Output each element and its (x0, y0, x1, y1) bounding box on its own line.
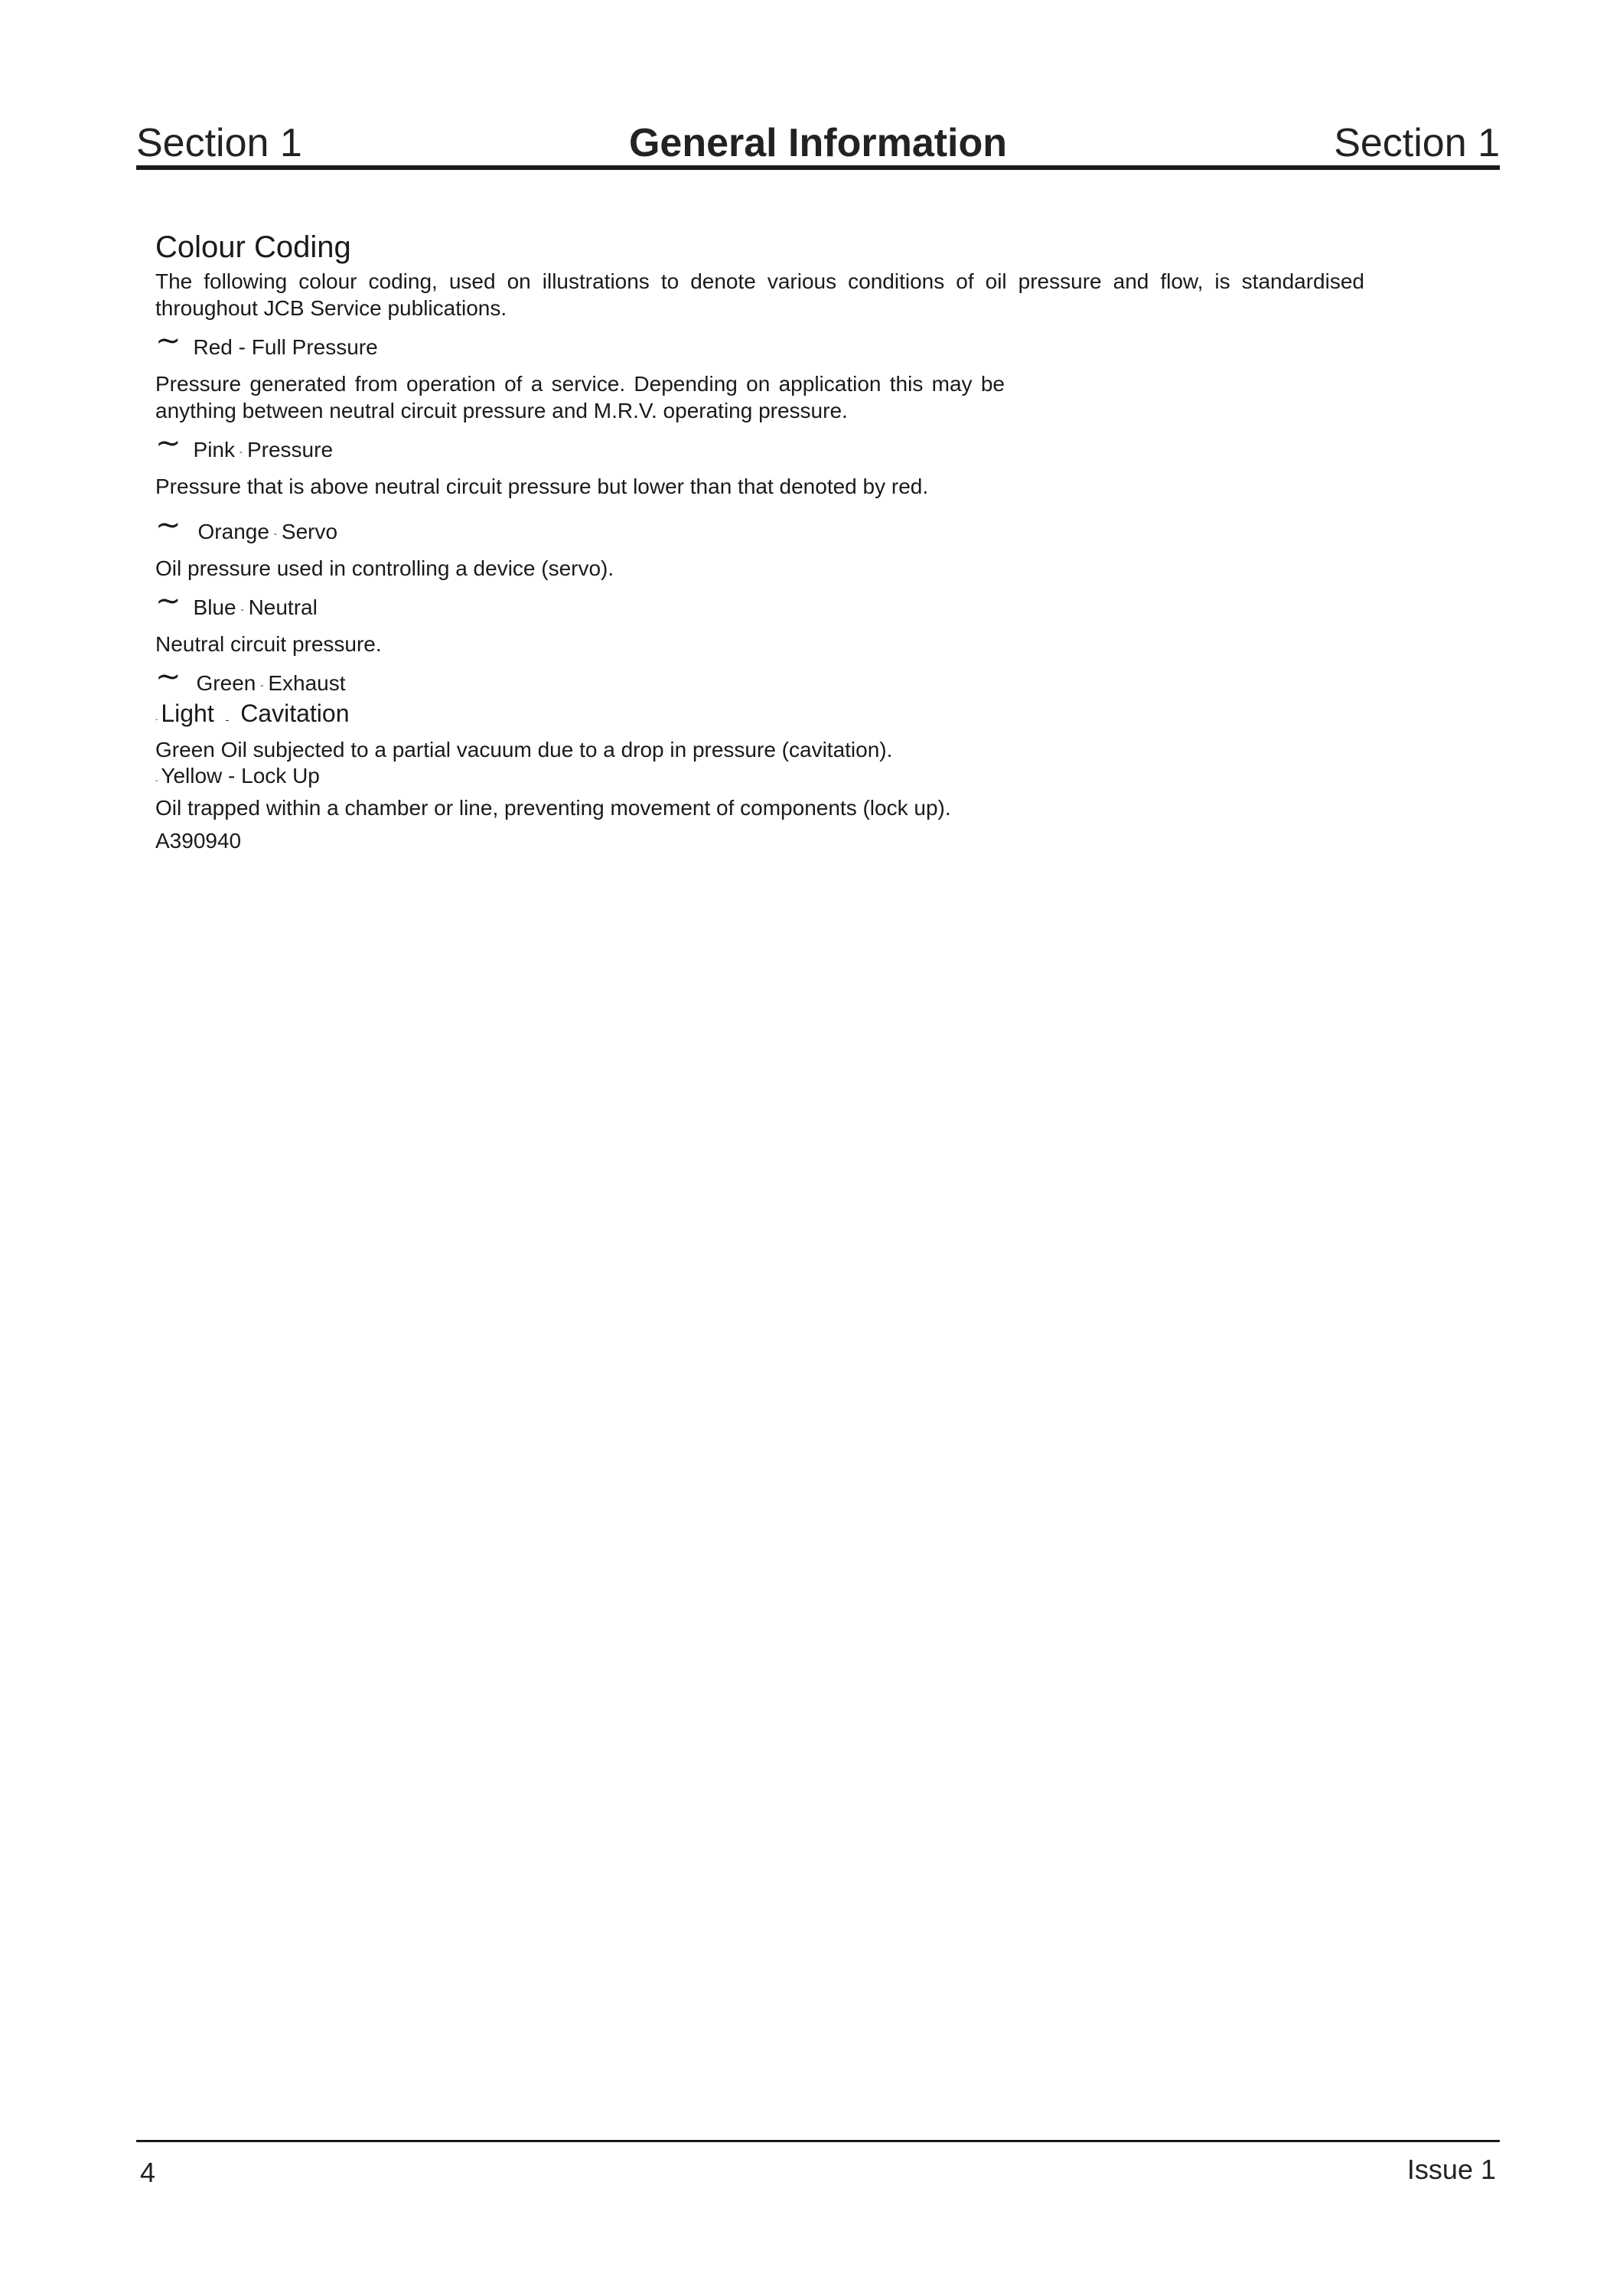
colour-item-type: Pressure (246, 438, 334, 461)
footer-divider (136, 2140, 1500, 2142)
colour-item-pink-description: Pressure that is above neutral circuit pressure but lower than that denoted by red. (155, 475, 929, 498)
colour-item-separator: - (273, 528, 277, 539)
colour-item-separator: - (240, 604, 244, 615)
colour-item-label: Red - Full Pressure (193, 335, 378, 359)
colour-item-pink-title (155, 426, 1364, 464)
colour-item-yellow-description: Oil trapped within a chamber or line, preventing movement of components (lock up). (155, 796, 951, 820)
header-section-left: Section 1 (136, 121, 302, 165)
intro-paragraph: The following colour coding, used on illustrations to denote various conditions of oil pressure and flow, is standardised throughout JCB Service publications. (155, 269, 1364, 320)
colour-item-name: Pink (193, 438, 235, 461)
colour-item-separator: - (239, 446, 243, 457)
tilde-icon: ~ (155, 583, 181, 618)
colour-item-green-title (155, 659, 1364, 697)
colour-item-name: Light (161, 700, 214, 727)
colour-item-red-description: Pressure generated from operation of a service. Depending on application this may be anything between neutral circuit pressure and M.R.V. operating pressure. (155, 372, 1005, 422)
colour-item-separator: - (225, 713, 230, 726)
header-divider (136, 165, 1500, 170)
tilde-icon: ~ (155, 507, 181, 543)
colour-item-label: Yellow - Lock Up (161, 764, 320, 788)
tilde-icon: ~ (155, 323, 181, 358)
colour-item-type: Cavitation (240, 700, 350, 727)
colour-item-orange-title (155, 507, 1364, 546)
colour-item-name: Blue (193, 595, 236, 619)
header-section-right: Section 1 (1334, 121, 1500, 165)
page-title: General Information (628, 121, 1008, 165)
colour-item-light-title (155, 697, 1364, 736)
colour-item-orange-description: Oil pressure used in controlling a device (servo). (155, 556, 614, 580)
reference-code: A390940 (155, 829, 242, 853)
colour-item-blue-title (155, 583, 1364, 621)
colour-item-name: Green (196, 671, 256, 695)
colour-item-type: Servo (281, 520, 338, 543)
section-heading: Colour Coding (155, 230, 351, 264)
colour-item-blue-description: Neutral circuit pressure. (155, 632, 382, 656)
page-header (136, 115, 1500, 171)
colour-item-yellow-title (155, 763, 1364, 794)
colour-item-name: Orange (197, 520, 269, 543)
colour-item-type: Neutral (248, 595, 318, 619)
yellow-prefix-dash: - (155, 777, 158, 785)
page-number: 4 (140, 2157, 156, 2188)
colour-item-light-description: Green Oil subjected to a partial vacuum due to a drop in pressure (cavitation). (155, 738, 893, 762)
colour-item-red-title (155, 323, 1364, 361)
page-content (155, 227, 1364, 854)
colour-item-type: Exhaust (268, 671, 346, 695)
light-prefix-dash: - (155, 716, 158, 724)
tilde-icon: ~ (155, 659, 181, 694)
issue-label: Issue 1 (1406, 2154, 1496, 2185)
tilde-icon: ~ (155, 426, 181, 461)
colour-item-separator: - (260, 680, 264, 690)
